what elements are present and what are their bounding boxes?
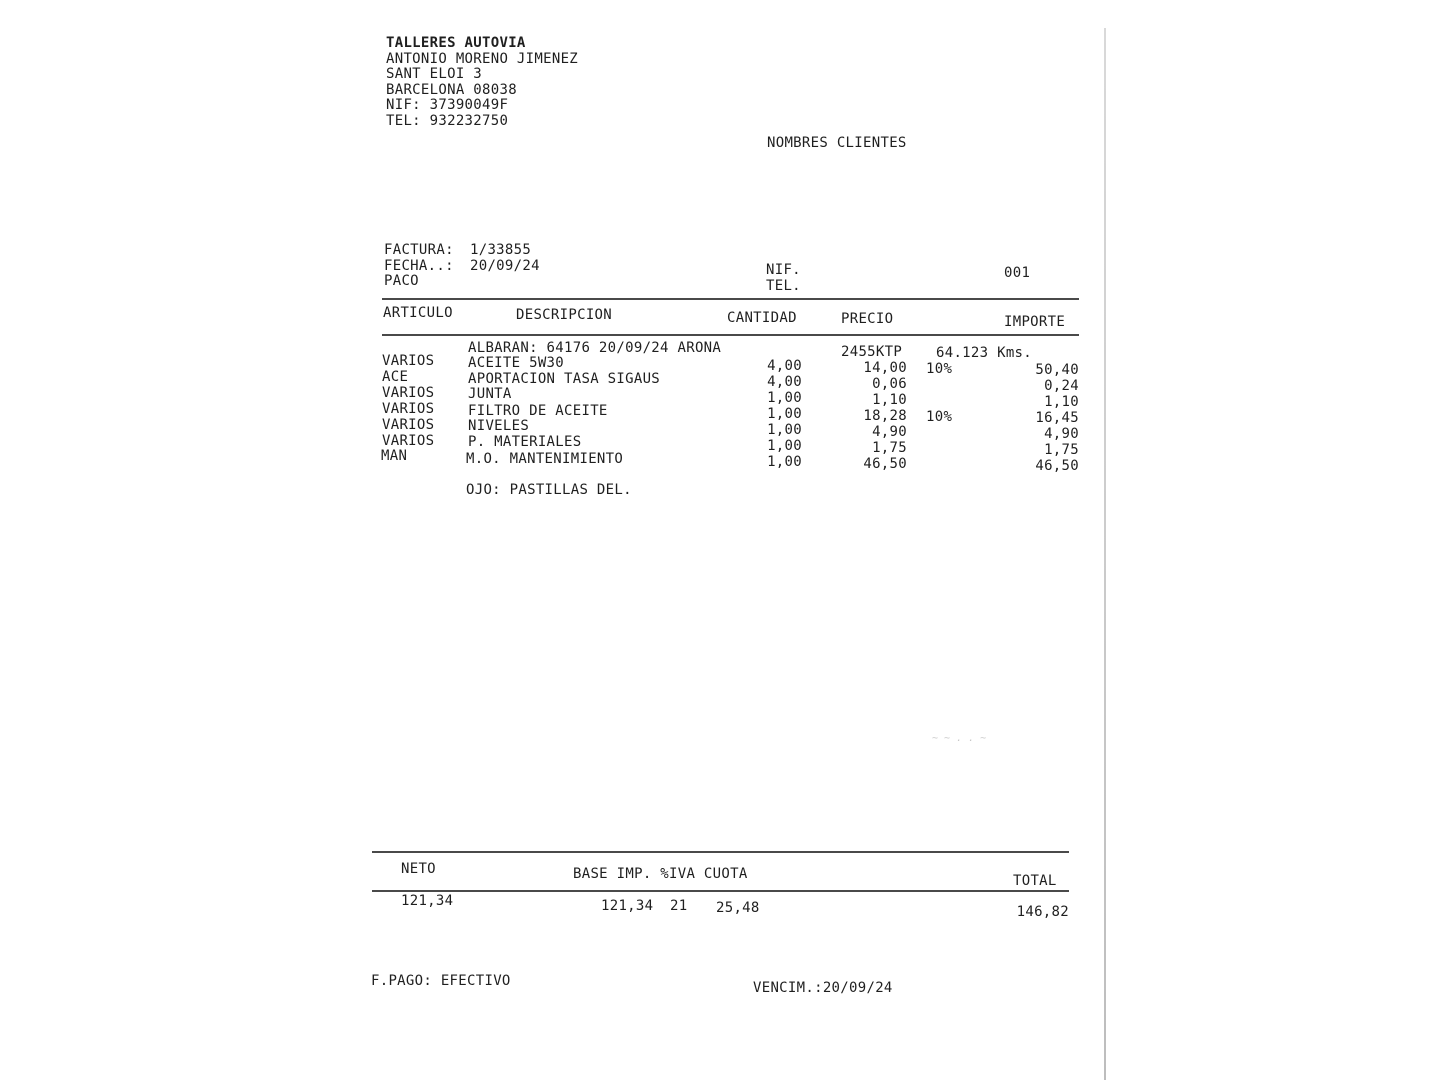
row-precio: 18,28	[863, 408, 907, 424]
fecha-value: 20/09/24	[470, 258, 540, 274]
row-cantidad: 1,00	[767, 406, 802, 422]
company-address: SANT ELOI 3	[386, 66, 483, 82]
scan-smudge: ~ ~ . . ~	[932, 733, 987, 744]
row-precio: 46,50	[863, 456, 907, 472]
row-descripcion: NIVELES	[468, 418, 530, 434]
neto-value: 121,34	[401, 893, 454, 909]
total-value: 146,82	[1016, 904, 1069, 920]
base-value: 121,34	[601, 898, 654, 914]
due-date: VENCIM.:20/09/24	[753, 980, 893, 996]
row-precio: 4,90	[872, 424, 907, 440]
header-articulo: ARTICULO	[383, 305, 453, 321]
company-owner: ANTONIO MORENO JIMENEZ	[386, 51, 579, 67]
row-precio: 1,10	[872, 392, 907, 408]
row-cantidad: 4,00	[767, 358, 802, 374]
workshop-note: OJO: PASTILLAS DEL.	[466, 482, 632, 498]
row-precio: 1,75	[872, 440, 907, 456]
scan-page-edge	[1104, 28, 1106, 1080]
client-tel-label: TEL.	[766, 278, 801, 294]
row-descuento: 10%	[926, 409, 953, 425]
company-name: TALLERES AUTOVIA	[386, 35, 526, 51]
fecha-label: FECHA..:	[384, 258, 454, 274]
iva-value: 21	[670, 898, 688, 914]
row-descripcion: P. MATERIALES	[468, 434, 582, 450]
row-precio: 0,06	[872, 376, 907, 392]
company-city: BARCELONA 08038	[386, 82, 517, 98]
factura-number: 1/33855	[470, 242, 532, 258]
header-importe: IMPORTE	[1004, 314, 1066, 330]
row-importe: 4,90	[1044, 426, 1079, 442]
company-nif: NIF: 37390049F	[386, 97, 509, 113]
client-name: NOMBRES CLIENTES	[767, 135, 907, 151]
row-cantidad: 1,00	[767, 422, 802, 438]
totals-header-rule	[372, 890, 1069, 892]
row-cantidad: 4,00	[767, 374, 802, 390]
row-importe: 16,45	[1035, 410, 1079, 426]
client-nif-label: NIF.	[766, 262, 801, 278]
client-code: 001	[1004, 265, 1031, 281]
albaran-text: ALBARAN: 64176 20/09/24 ARONA	[468, 340, 722, 356]
albaran-kms: 64.123 Kms.	[936, 345, 1033, 361]
row-cantidad: 1,00	[767, 390, 802, 406]
table-header-rule	[382, 334, 1079, 336]
header-descripcion: DESCRIPCION	[516, 307, 613, 323]
row-cantidad: 1,00	[767, 454, 802, 470]
row-precio: 14,00	[863, 360, 907, 376]
row-articulo: VARIOS	[382, 433, 435, 449]
row-importe: 1,10	[1044, 394, 1079, 410]
table-top-rule	[382, 298, 1079, 300]
payment-method: F.PAGO: EFECTIVO	[371, 973, 511, 989]
row-importe: 46,50	[1035, 458, 1079, 474]
albaran-plate: 2455KTP	[841, 344, 903, 360]
row-cantidad: 1,00	[767, 438, 802, 454]
company-tel: TEL: 932232750	[386, 113, 509, 129]
totals-top-rule	[372, 851, 1069, 853]
row-articulo: MAN	[381, 448, 408, 464]
header-cantidad: CANTIDAD	[727, 310, 797, 326]
base-iva-cuota-label: BASE IMP. %IVA CUOTA	[573, 866, 748, 882]
row-importe: 0,24	[1044, 378, 1079, 394]
row-articulo: ACE	[382, 369, 409, 385]
cuota-value: 25,48	[716, 900, 760, 916]
factura-label: FACTURA:	[384, 242, 454, 258]
neto-label: NETO	[401, 861, 436, 877]
row-descripcion: FILTRO DE ACEITE	[468, 403, 608, 419]
row-descripcion: ACEITE 5W30	[468, 355, 565, 371]
row-descuento: 10%	[926, 361, 953, 377]
row-articulo: VARIOS	[382, 401, 435, 417]
row-importe: 1,75	[1044, 442, 1079, 458]
row-articulo: VARIOS	[382, 353, 435, 369]
total-label: TOTAL	[1013, 873, 1057, 889]
row-articulo: VARIOS	[382, 417, 435, 433]
operator-name: PACO	[384, 273, 419, 289]
row-articulo: VARIOS	[382, 385, 435, 401]
row-importe: 50,40	[1035, 362, 1079, 378]
row-descripcion: APORTACION TASA SIGAUS	[468, 371, 661, 387]
header-precio: PRECIO	[841, 311, 894, 327]
row-descripcion: JUNTA	[468, 386, 512, 402]
row-descripcion: M.O. MANTENIMIENTO	[466, 451, 624, 467]
